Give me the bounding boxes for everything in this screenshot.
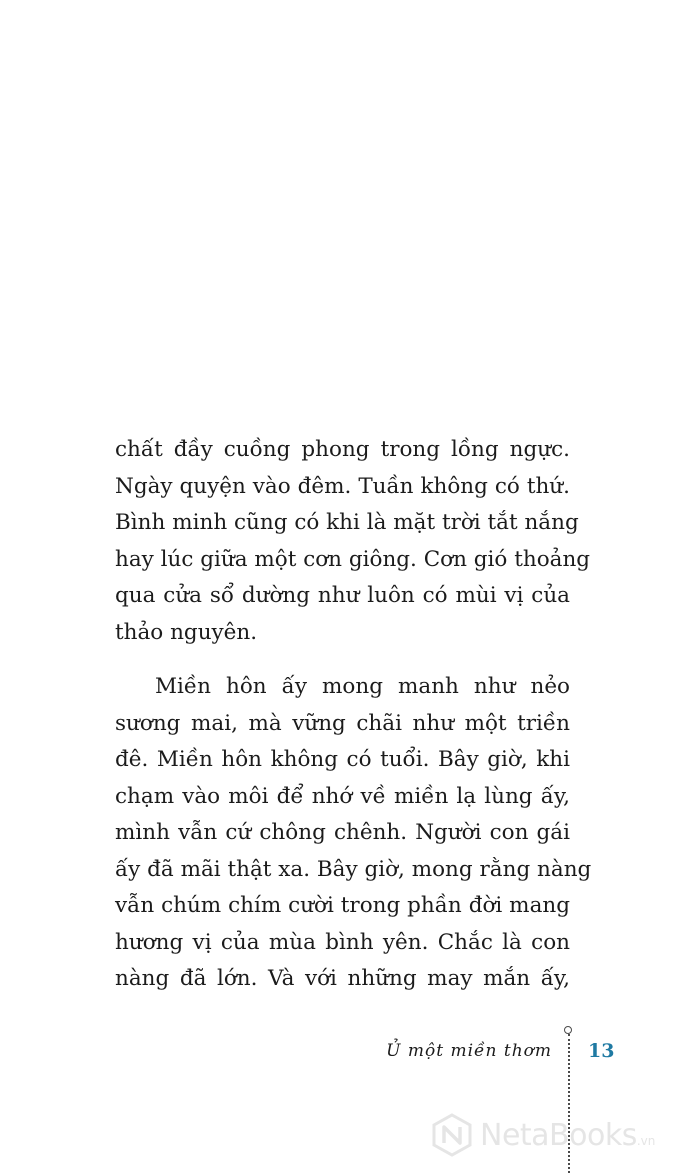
page-number: 13	[588, 1040, 615, 1062]
text-line: hương vị của mùa bình yên. Chắc là con	[115, 929, 570, 955]
text-line: nàng đã lớn. Và với những may mắn ấy,	[115, 966, 570, 991]
text-line: mình vẫn cứ chông chênh. Người con gái	[115, 820, 570, 845]
running-title: Ủ một miền thơm	[386, 1041, 552, 1061]
text-line: qua cửa sổ dường như luôn có mùi vị của	[115, 583, 570, 608]
text-line: đê. Miền hôn không có tuổi. Bây giờ, khi	[115, 747, 570, 772]
text-line: chạm vào môi để nhớ về miền lạ lùng ấy,	[115, 783, 570, 809]
watermark-brand: NetaBooks	[480, 1117, 637, 1153]
body-text	[115, 432, 592, 998]
rule-circle-icon	[564, 1026, 572, 1034]
text-line: Miền hôn ấy mong manh như nẻo	[155, 674, 570, 699]
netabooks-logo-icon	[430, 1113, 474, 1157]
text-line: ấy đã mãi thật xa. Bây giờ, mong rằng nàng	[115, 856, 592, 882]
text-line: sương mai, mà vững chãi như một triền	[115, 710, 570, 736]
paragraph-1	[115, 432, 591, 651]
watermark-suffix: .vn	[636, 1134, 656, 1148]
watermark	[430, 1112, 655, 1158]
text-line: hay lúc giữa một cơn giông. Cơn gió thoảng	[115, 546, 591, 572]
text-line: vẫn chúm chím cười trong phần đời mang	[115, 893, 570, 918]
text-line: thảo nguyên.	[115, 619, 258, 645]
text-line: Ngày quyện vào đêm. Tuần không có thứ.	[115, 473, 570, 499]
text-line: chất đầy cuồng phong trong lồng ngực.	[115, 437, 570, 462]
paragraph-2	[115, 669, 592, 998]
text-line: Bình minh cũng có khi là mặt trời tắt nắng	[115, 510, 579, 535]
